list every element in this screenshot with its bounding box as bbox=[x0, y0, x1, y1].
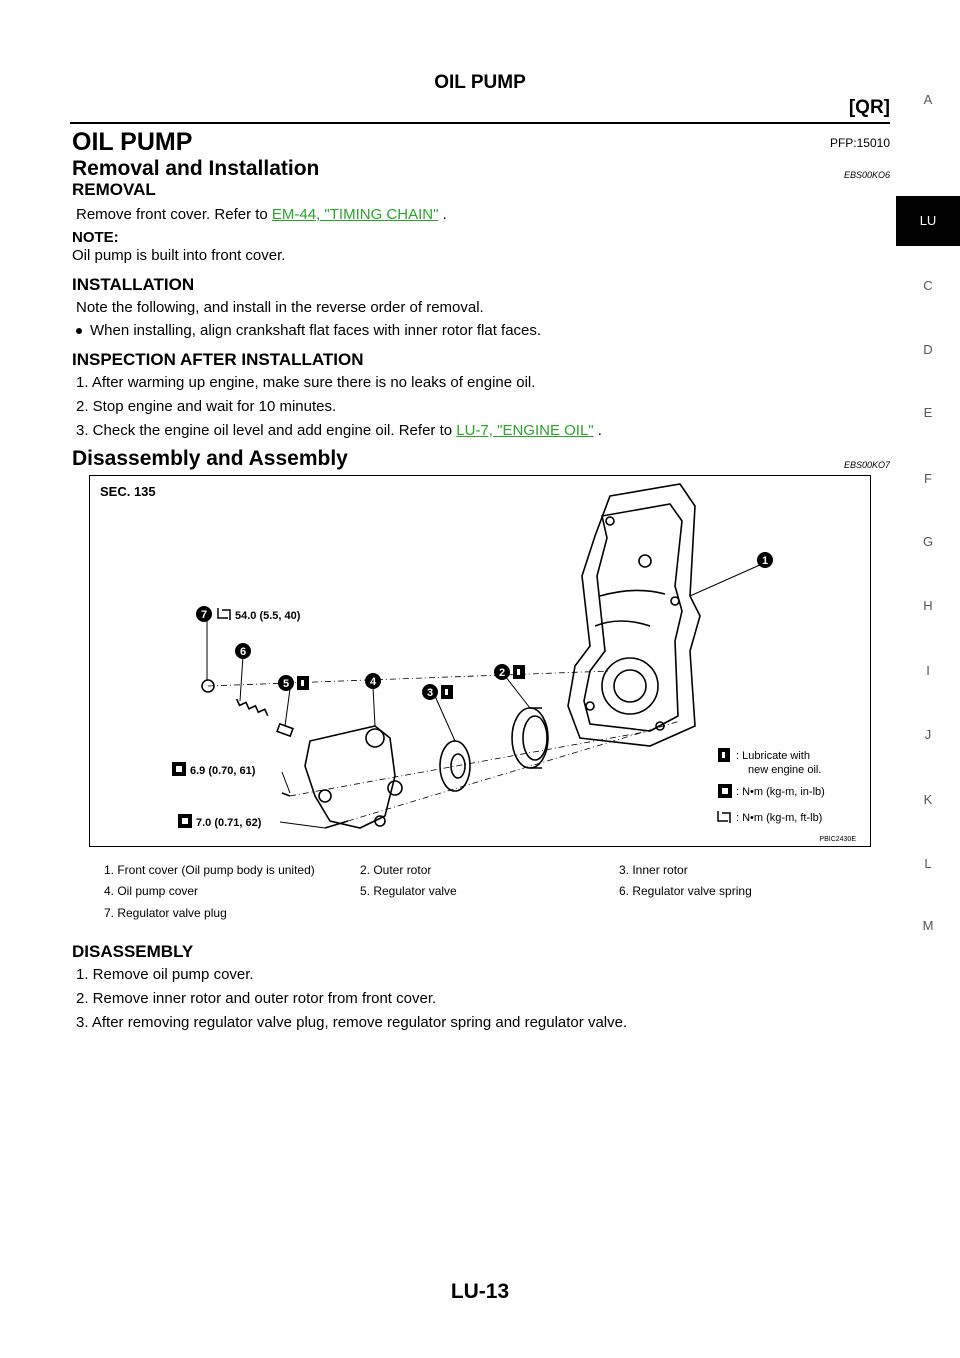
inspection-step-3 bbox=[76, 422, 602, 439]
diagram-svg bbox=[90, 476, 870, 846]
disassembly-assembly-ref: EBS00KO7 bbox=[843, 460, 890, 470]
removal-heading: REMOVAL bbox=[72, 180, 156, 199]
disassembly-step-2: 2. Remove inner rotor and outer rotor from front cover. bbox=[76, 990, 437, 1007]
tab-k[interactable]: K bbox=[923, 792, 933, 807]
svg-text:5: 5 bbox=[282, 678, 290, 690]
inspection-step-3-post: . bbox=[593, 422, 602, 439]
oil-drop-icon-3 bbox=[441, 685, 453, 699]
removal-text-post: . bbox=[438, 206, 447, 223]
callout-6 bbox=[235, 643, 251, 659]
tab-l[interactable]: L bbox=[924, 856, 932, 871]
inspection-heading: INSPECTION AFTER INSTALLATION bbox=[72, 350, 364, 369]
svg-text:1: 1 bbox=[761, 555, 769, 567]
torque-a-value: 6.9 (0.70, 61) bbox=[190, 765, 256, 777]
oil-pump-cover-drawing bbox=[305, 726, 402, 828]
legend-item-5: 5. Regulator valve bbox=[360, 884, 457, 898]
legend-item-6: 6. Regulator valve spring bbox=[619, 884, 752, 898]
legend-item-3: 3. Inner rotor bbox=[619, 863, 688, 877]
page-header-code: [QR] bbox=[848, 97, 890, 118]
regulator-parts-drawing bbox=[202, 680, 348, 828]
tab-a[interactable]: A bbox=[923, 92, 933, 107]
oil-pump-exploded-diagram bbox=[89, 475, 871, 847]
torque-b-value: 7.0 (0.71, 62) bbox=[196, 817, 262, 829]
legend-oil-line2: new engine oil. bbox=[748, 764, 822, 776]
legend-oil-icon bbox=[718, 748, 730, 762]
tab-lu[interactable]: LU bbox=[896, 196, 960, 246]
tab-e[interactable]: E bbox=[923, 405, 933, 420]
section-title: OIL PUMP bbox=[72, 128, 193, 156]
disassembly-step-1: 1. Remove oil pump cover. bbox=[76, 966, 254, 983]
front-cover-drawing bbox=[568, 484, 700, 746]
tab-m[interactable]: M bbox=[922, 918, 934, 933]
bullet-icon bbox=[76, 328, 82, 334]
legend-inlb-icon bbox=[718, 784, 732, 798]
legend-item-2: 2. Outer rotor bbox=[360, 863, 432, 877]
disassembly-assembly-title: Disassembly and Assembly bbox=[72, 447, 348, 470]
oil-drop-icon-5 bbox=[297, 676, 309, 690]
callout-3 bbox=[422, 684, 438, 700]
tab-g[interactable]: G bbox=[922, 534, 934, 549]
tab-f[interactable]: F bbox=[924, 471, 932, 486]
tab-c[interactable]: C bbox=[923, 278, 933, 293]
pfp-code: PFP:15010 bbox=[829, 136, 890, 150]
torque-inlb-icon-b bbox=[178, 814, 192, 828]
callout-4 bbox=[365, 673, 381, 689]
inspection-step-1: 1. After warming up engine, make sure there is no leaks of engine oil. bbox=[76, 374, 536, 391]
oil-drop-icon-2 bbox=[513, 665, 525, 679]
note-text: Oil pump is built into front cover. bbox=[72, 247, 286, 264]
tab-i[interactable]: I bbox=[926, 663, 930, 678]
callout-7 bbox=[196, 606, 212, 622]
disassembly-heading: DISASSEMBLY bbox=[72, 942, 194, 961]
legend-item-4: 4. Oil pump cover bbox=[104, 884, 199, 898]
installation-text: Note the following, and install in the reverse order of removal. bbox=[76, 299, 484, 316]
sec-label: SEC. 135 bbox=[100, 484, 156, 499]
legend-oil-line1: : Lubricate with bbox=[736, 750, 810, 762]
inner-rotor-drawing bbox=[440, 741, 470, 791]
svg-text:7: 7 bbox=[200, 609, 208, 621]
page-footer-code: LU-13 bbox=[450, 1280, 510, 1303]
callout-2 bbox=[494, 664, 510, 680]
installation-bullet bbox=[76, 322, 541, 339]
installation-bullet-text: When installing, align crankshaft flat faces with inner rotor flat faces. bbox=[90, 322, 542, 339]
legend-ftlb-text: : N•m (kg-m, ft-lb) bbox=[736, 812, 823, 824]
header-rule bbox=[70, 122, 890, 124]
svg-text:2: 2 bbox=[498, 667, 506, 679]
installation-heading: INSTALLATION bbox=[72, 275, 195, 294]
disassembly-step-3: 3. After removing regulator valve plug, remove regulator spring and regulator valve. bbox=[76, 1014, 628, 1031]
outer-rotor-drawing bbox=[512, 708, 548, 768]
torque-7-value: 54.0 (5.5, 40) bbox=[235, 610, 301, 622]
torque-inlb-icon-a bbox=[172, 762, 186, 776]
removal-installation-ref: EBS00KO6 bbox=[843, 170, 890, 180]
callout-5 bbox=[278, 675, 294, 691]
removal-text bbox=[76, 206, 447, 223]
inspection-step-2: 2. Stop engine and wait for 10 minutes. bbox=[76, 398, 337, 415]
legend-inlb-text: : N•m (kg-m, in-lb) bbox=[736, 786, 825, 798]
page-header-title: OIL PUMP bbox=[434, 72, 526, 93]
engine-oil-link[interactable]: LU-7, "ENGINE OIL" bbox=[456, 422, 594, 439]
svg-text:3: 3 bbox=[426, 687, 434, 699]
callout-1 bbox=[757, 552, 773, 568]
note-label: NOTE: bbox=[72, 229, 119, 246]
legend-item-1: 1. Front cover (Oil pump body is united) bbox=[104, 863, 315, 877]
tab-d[interactable]: D bbox=[923, 342, 933, 357]
svg-text:6: 6 bbox=[239, 646, 247, 658]
svg-text:4: 4 bbox=[369, 676, 377, 688]
legend-item-7: 7. Regulator valve plug bbox=[104, 906, 227, 920]
removal-installation-title: Removal and Installation bbox=[72, 157, 320, 180]
removal-text-pre: Remove front cover. Refer to bbox=[76, 206, 272, 223]
inspection-step-3-pre: 3. Check the engine oil level and add engine oil. Refer to bbox=[76, 422, 457, 439]
timing-chain-link[interactable]: EM-44, "TIMING CHAIN" bbox=[271, 206, 439, 223]
tab-h[interactable]: H bbox=[923, 598, 933, 613]
legend-ftlb-icon bbox=[718, 811, 730, 823]
figure-code: PBIC2430E bbox=[819, 836, 856, 843]
tab-j[interactable]: J bbox=[924, 727, 932, 742]
leader-lines bbox=[207, 564, 762, 741]
torque-ftlb-icon-7 bbox=[218, 608, 230, 620]
